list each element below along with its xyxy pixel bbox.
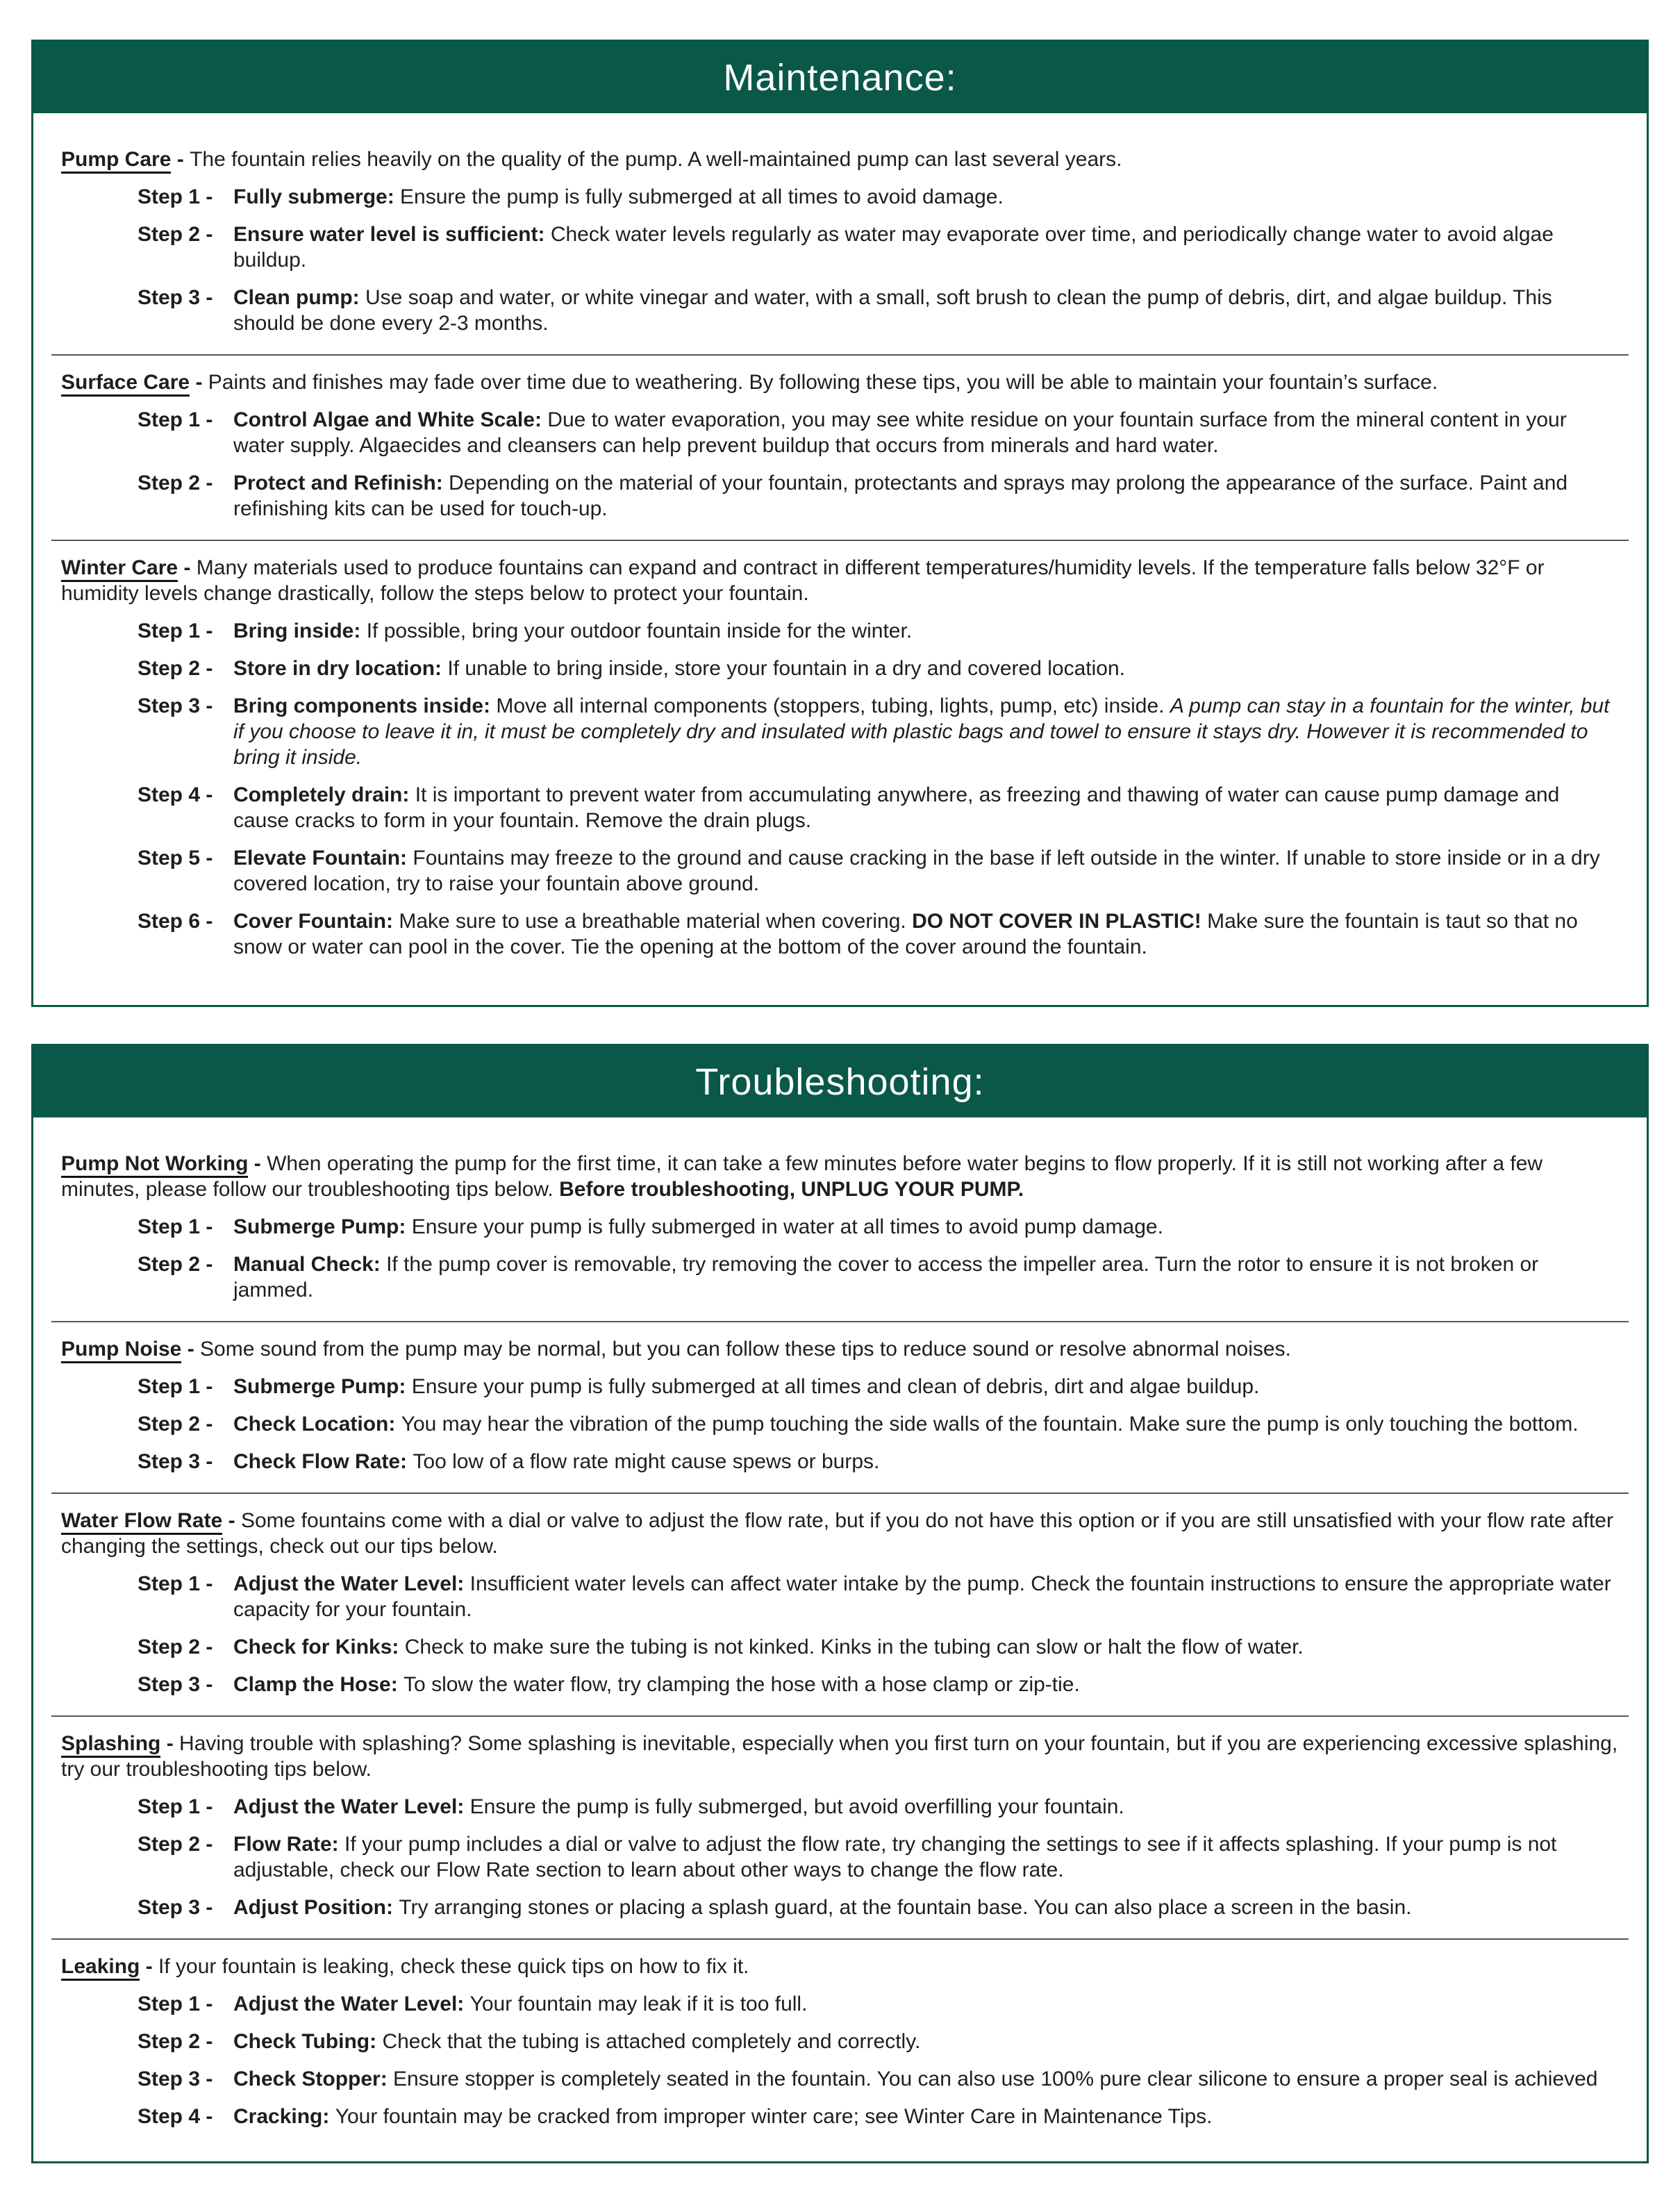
step-label: Step 4 - bbox=[138, 783, 213, 806]
step-item bbox=[61, 656, 1619, 681]
text-segment: If unable to bring inside, store your fountain in a dry and covered location. bbox=[447, 657, 1125, 680]
text-segment: Some fountains come with a dial or valve to adjust the flow rate, but if you do not have this option or if you are still unsatisfied with your flow rate after changing the settings, check out our tips below. bbox=[61, 1509, 1613, 1558]
step-item bbox=[61, 1794, 1619, 1820]
step-topic: Fully submerge: bbox=[233, 185, 401, 208]
step-item bbox=[61, 1251, 1619, 1303]
text-segment: Paints and finishes may fade over time due to weathering. By following these tips, you will be able to maintain your fountain’s surface. bbox=[208, 371, 1438, 394]
group-heading: Pump Care bbox=[61, 148, 171, 174]
step-topic: Manual Check: bbox=[233, 1253, 387, 1276]
step-topic: Store in dry location: bbox=[233, 657, 448, 680]
text-segment: Check water levels regularly as water may evaporate over time, and periodically change water to avoid algae buildup. bbox=[233, 223, 1554, 272]
text-segment: A pump can stay in a fountain for the winter, but if you choose to leave it in, it must be completely dry and insulated with plastic bags and towel to ensure it stays dry. However it is recommended to bring it inside. bbox=[233, 695, 1610, 769]
group-intro bbox=[61, 1508, 1619, 1559]
text-segment: When operating the pump for the first time, it can take a few minutes before water begins to flow properly. If it is still not working after a few minutes, please follow our troubleshooting tips below. bbox=[61, 1152, 1543, 1201]
step-item bbox=[61, 1411, 1619, 1437]
step-topic: Adjust the Water Level: bbox=[233, 1795, 470, 1818]
section-separator bbox=[51, 1715, 1629, 1717]
step-topic: Adjust the Water Level: bbox=[233, 1572, 470, 1595]
care-group bbox=[61, 1731, 1619, 1920]
text-segment: Due to water evaporation, you may see white residue on your fountain surface from the mineral content in your water supply. Algaecides and cleansers can help prevent buildup that occurs from minerals and hard water. bbox=[233, 408, 1567, 457]
step-item bbox=[61, 2066, 1619, 2092]
step-label: Step 3 - bbox=[138, 1673, 213, 1696]
step-topic: Ensure water level is sufficient: bbox=[233, 223, 551, 246]
text-segment: Your fountain may leak if it is too full. bbox=[469, 1993, 808, 2015]
step-label: Step 5 - bbox=[138, 847, 213, 870]
care-group bbox=[61, 1336, 1619, 1474]
step-item bbox=[61, 693, 1619, 770]
step-label: Step 1 - bbox=[138, 1993, 213, 2015]
step-topic: Bring components inside: bbox=[233, 695, 497, 717]
text-segment: Move all internal components (stoppers, tubing, lights, pump, etc) inside. bbox=[496, 695, 1170, 717]
text-segment: Some sound from the pump may be normal, but you can follow these tips to reduce sound or resolve abnormal noises. bbox=[200, 1338, 1291, 1361]
step-label: Step 3 - bbox=[138, 2068, 213, 2090]
step-label: Step 3 - bbox=[138, 286, 213, 309]
step-label: Step 2 - bbox=[138, 657, 213, 680]
step-item bbox=[61, 407, 1619, 458]
step-topic: Protect and Refinish: bbox=[233, 472, 449, 494]
section-separator bbox=[51, 1321, 1629, 1322]
step-topic: Cover Fountain: bbox=[233, 910, 399, 933]
care-group bbox=[61, 555, 1619, 960]
text-segment: Ensure stopper is completely seated in the fountain. You can also use 100% pure clear silicone to ensure a proper seal is achieved bbox=[393, 2068, 1598, 2090]
step-item bbox=[61, 1571, 1619, 1622]
step-label: Step 2 - bbox=[138, 1253, 213, 1276]
step-item bbox=[61, 2104, 1619, 2129]
text-segment: Make sure to use a breathable material when covering. bbox=[399, 910, 913, 933]
step-label: Step 2 - bbox=[138, 1636, 213, 1658]
step-topic: Submerge Pump: bbox=[233, 1375, 412, 1398]
text-segment: You may hear the vibration of the pump touching the side walls of the fountain. Make sure the pump is only touching the bottom. bbox=[401, 1413, 1579, 1436]
heading-dash: - bbox=[178, 556, 197, 579]
section-title: Troubleshooting: bbox=[33, 1046, 1647, 1117]
group-intro bbox=[61, 1731, 1619, 1782]
group-heading: Surface Care bbox=[61, 371, 190, 397]
step-item bbox=[61, 285, 1619, 336]
text-segment: Ensure the pump is fully submerged, but avoid overfilling your fountain. bbox=[469, 1795, 1124, 1818]
text-segment: Your fountain may be cracked from improper winter care; see Winter Care in Maintenance Tips. bbox=[335, 2105, 1213, 2128]
text-segment: Ensure your pump is fully submerged at all times and clean of debris, dirt and algae buildup. bbox=[411, 1375, 1260, 1398]
text-segment: Many materials used to produce fountains can expand and contract in different temperatures/humidity levels. If the temperature falls below 32°F or humidity levels change drastically, follow the steps below to protect your fountain. bbox=[61, 556, 1545, 605]
heading-dash: - bbox=[160, 1732, 180, 1755]
care-group bbox=[61, 1151, 1619, 1303]
text-segment: Check to make sure the tubing is not kinked. Kinks in the tubing can slow or halt the flow of water. bbox=[404, 1636, 1304, 1658]
step-item bbox=[61, 908, 1619, 960]
step-item bbox=[61, 845, 1619, 897]
group-intro bbox=[61, 369, 1619, 395]
step-item bbox=[61, 1895, 1619, 1920]
text-segment: Before troubleshooting, UNPLUG YOUR PUMP. bbox=[559, 1178, 1024, 1201]
step-label: Step 2 - bbox=[138, 1833, 213, 1856]
group-heading: Leaking bbox=[61, 1955, 140, 1981]
step-label: Step 2 - bbox=[138, 472, 213, 494]
step-label: Step 1 - bbox=[138, 619, 213, 642]
text-segment: DO NOT COVER IN PLASTIC! bbox=[912, 910, 1201, 933]
text-segment: Check that the tubing is attached completely and correctly. bbox=[382, 2030, 921, 2053]
text-segment: If the pump cover is removable, try removing the cover to access the impeller area. Turn the rotor to ensure it is not broken or jammed. bbox=[233, 1253, 1539, 1302]
group-heading: Pump Not Working bbox=[61, 1152, 248, 1178]
step-item bbox=[61, 1991, 1619, 2017]
heading-dash: - bbox=[222, 1509, 241, 1532]
step-topic: Check for Kinks: bbox=[233, 1636, 405, 1658]
text-segment: The fountain relies heavily on the quality of the pump. A well-maintained pump can last several years. bbox=[190, 148, 1122, 171]
section-box-1 bbox=[31, 1044, 1649, 2163]
group-intro bbox=[61, 1954, 1619, 1979]
step-topic: Check Location: bbox=[233, 1413, 401, 1436]
text-segment: If your pump includes a dial or valve to adjust the flow rate, try changing the settings to see if it affects splashing. If your pump is not adjustable, check our Flow Rate section to learn about other ways to change the flow rate. bbox=[233, 1833, 1557, 1881]
heading-dash: - bbox=[248, 1152, 267, 1175]
sections-root bbox=[31, 40, 1649, 2163]
group-heading: Pump Noise bbox=[61, 1338, 181, 1363]
text-segment: Use soap and water, or white vinegar and water, with a small, soft brush to clean the pump of debris, dirt, and algae buildup. This should be done every 2-3 months. bbox=[233, 286, 1552, 335]
step-item bbox=[61, 2029, 1619, 2054]
step-topic: Bring inside: bbox=[233, 619, 367, 642]
heading-dash: - bbox=[181, 1338, 201, 1361]
group-heading: Splashing bbox=[61, 1732, 160, 1758]
step-label: Step 3 - bbox=[138, 1450, 213, 1473]
heading-dash: - bbox=[171, 148, 190, 171]
step-item bbox=[61, 618, 1619, 644]
step-topic: Flow Rate: bbox=[233, 1833, 345, 1856]
group-intro bbox=[61, 147, 1619, 172]
care-group bbox=[61, 369, 1619, 522]
step-topic: Check Tubing: bbox=[233, 2030, 383, 2053]
text-segment: To slow the water flow, try clamping the hose with a hose clamp or zip-tie. bbox=[404, 1673, 1080, 1696]
section-box-0 bbox=[31, 40, 1649, 1007]
group-heading: Water Flow Rate bbox=[61, 1509, 222, 1535]
text-segment: Fountains may freeze to the ground and cause cracking in the base if left outside in the winter. If unable to store inside or in a dry covered location, try to raise your fountain above ground. bbox=[233, 847, 1600, 895]
section-content bbox=[33, 1151, 1647, 2161]
step-label: Step 6 - bbox=[138, 910, 213, 933]
section-content bbox=[33, 147, 1647, 1005]
step-item bbox=[61, 184, 1619, 210]
step-label: Step 2 - bbox=[138, 2030, 213, 2053]
group-intro bbox=[61, 555, 1619, 606]
text-segment: Having trouble with splashing? Some splashing is inevitable, especially when you first turn on your fountain, but if you are experiencing excessive splashing, try our troubleshooting tips below. bbox=[61, 1732, 1618, 1781]
text-segment: Ensure the pump is fully submerged at all times to avoid damage. bbox=[400, 185, 1004, 208]
heading-dash: - bbox=[140, 1955, 159, 1978]
heading-dash: - bbox=[190, 371, 208, 394]
text-segment: Ensure your pump is fully submerged in water at all times to avoid pump damage. bbox=[411, 1215, 1163, 1238]
step-item bbox=[61, 1214, 1619, 1240]
step-item bbox=[61, 470, 1619, 522]
step-label: Step 1 - bbox=[138, 1215, 213, 1238]
step-label: Step 1 - bbox=[138, 408, 213, 431]
section-separator bbox=[51, 1492, 1629, 1494]
step-label: Step 1 - bbox=[138, 1572, 213, 1595]
section-separator bbox=[51, 354, 1629, 356]
step-item bbox=[61, 1831, 1619, 1883]
step-item bbox=[61, 1374, 1619, 1399]
step-label: Step 3 - bbox=[138, 695, 213, 717]
step-topic: Elevate Fountain: bbox=[233, 847, 413, 870]
section-title: Maintenance: bbox=[33, 42, 1647, 113]
step-item bbox=[61, 222, 1619, 273]
text-segment: It is important to prevent water from accumulating anywhere, as freezing and thawing of water can cause pump damage and cause cracks to form in your fountain. Remove the drain plugs. bbox=[233, 783, 1560, 832]
step-topic: Adjust the Water Level: bbox=[233, 1993, 470, 2015]
step-topic: Cracking: bbox=[233, 2105, 335, 2128]
text-segment: Insufficient water levels can affect water intake by the pump. Check the fountain instructions to ensure the appropriate water capacity for your fountain. bbox=[233, 1572, 1611, 1621]
step-item bbox=[61, 1634, 1619, 1660]
care-group bbox=[61, 147, 1619, 336]
step-item bbox=[61, 1672, 1619, 1697]
text-segment: If your fountain is leaking, check these quick tips on how to fix it. bbox=[158, 1955, 749, 1978]
step-item bbox=[61, 1449, 1619, 1474]
text-segment: Make sure the fountain is taut so that no snow or water can pool in the cover. Tie the opening at the bottom of the cover around the fountain. bbox=[233, 910, 1578, 958]
care-group bbox=[61, 1508, 1619, 1697]
step-item bbox=[61, 782, 1619, 833]
step-topic: Clamp the Hose: bbox=[233, 1673, 404, 1696]
group-heading: Winter Care bbox=[61, 556, 178, 582]
step-topic: Check Stopper: bbox=[233, 2068, 394, 2090]
step-label: Step 1 - bbox=[138, 185, 213, 208]
care-group bbox=[61, 1954, 1619, 2129]
step-label: Step 3 - bbox=[138, 1896, 213, 1919]
step-label: Step 2 - bbox=[138, 1413, 213, 1436]
step-topic: Adjust Position: bbox=[233, 1896, 399, 1919]
step-label: Step 4 - bbox=[138, 2105, 213, 2128]
step-topic: Check Flow Rate: bbox=[233, 1450, 413, 1473]
group-intro bbox=[61, 1336, 1619, 1362]
section-separator bbox=[51, 1938, 1629, 1940]
step-label: Step 1 - bbox=[138, 1375, 213, 1398]
text-segment: Depending on the material of your fountain, protectants and sprays may prolong the appearance of the surface. Paint and refinishing kits can be used for touch-up. bbox=[233, 472, 1568, 520]
text-segment: Try arranging stones or placing a splash guard, at the fountain base. You can also place a screen in the basin. bbox=[399, 1896, 1412, 1919]
text-segment: Too low of a flow rate might cause spews or burps. bbox=[413, 1450, 880, 1473]
step-topic: Clean pump: bbox=[233, 286, 366, 309]
step-topic: Completely drain: bbox=[233, 783, 415, 806]
step-topic: Submerge Pump: bbox=[233, 1215, 412, 1238]
text-segment: If possible, bring your outdoor fountain inside for the winter. bbox=[366, 619, 913, 642]
step-label: Step 2 - bbox=[138, 223, 213, 246]
section-separator bbox=[51, 540, 1629, 541]
step-label: Step 1 - bbox=[138, 1795, 213, 1818]
step-topic: Control Algae and White Scale: bbox=[233, 408, 548, 431]
group-intro bbox=[61, 1151, 1619, 1202]
